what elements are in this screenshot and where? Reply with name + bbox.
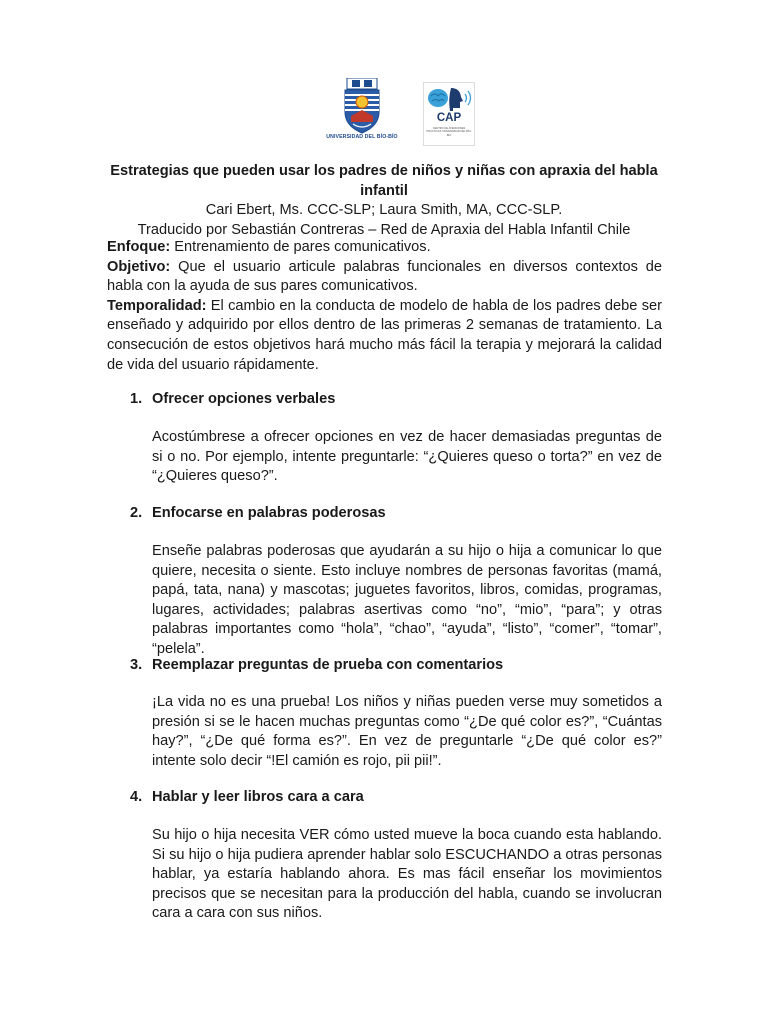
section-4-heading (130, 788, 364, 808)
document-title: Estrategias que pueden usar los padres de niños y niñas con apraxia del habla infantil (110, 163, 658, 199)
cap-label: CAP (436, 112, 462, 124)
intro-block (107, 238, 662, 375)
section-number: 1. (130, 391, 143, 407)
enfoque-paragraph (107, 238, 662, 258)
logo-row (0, 78, 768, 158)
document-translator: Traducido por Sebastián Contreras – Red de Apraxia del Habla Infantil Chile (137, 221, 631, 238)
section-title: Hablar y leer libros cara a cara (152, 789, 364, 805)
objetivo-paragraph (107, 258, 662, 297)
section-3-body (152, 693, 662, 771)
temporalidad-label: Temporalidad: (107, 297, 207, 314)
section-title: Enfocarse en palabras poderosas (152, 505, 386, 521)
document-header (100, 162, 668, 240)
section-text: Acostúmbrese a ofrecer opciones en vez de hacer demasiadas preguntas de si o no. Por ejemplo, intente preguntarle: “¿Quieres queso o torta?” en vez de “¿Quieres queso?”. (152, 429, 662, 485)
cap-subtitle: CENTRO DE ATENCIONES PRÁCTICAS UNIVERSIDAD DEL BÍO-BÍO (426, 127, 472, 137)
section-number: 4. (130, 789, 143, 805)
section-1-body (152, 428, 662, 487)
enfoque-label: Enfoque: (107, 239, 171, 255)
objetivo-label: Objetivo: (107, 258, 171, 275)
section-4-body (152, 826, 662, 924)
section-number: 3. (130, 657, 143, 673)
section-text: Su hijo o hija necesita VER cómo usted mueve la boca cuando esta hablando. Si su hijo o hija pudiera aprender hablar solo ESCUCHANDO a otras personas hablar, ya estaría hablando ahora. Es mas fácil enseñar los movimientos precisos que se necesitan para la producción del habla, cuando se involucran cara a cara con sus niños. (152, 827, 662, 922)
section-1-heading (130, 390, 335, 410)
section-text: Enseñe palabras poderosas que ayudarán a su hijo o hija a comunicar lo que quiere, necesita o siente. Esto incluye nombres de personas favoritas (mamá, papá, tata, nana) y mascotas; juguetes favoritos, libros, comidas, programas, lugares, actividades; palabras asertivas como “no”, “mio”, “para”; y otras palabras importantes como “hola”, “chao”, “ayuda”, “listo”, “comer”, “tomar”, “pelela”. (152, 543, 662, 657)
section-title: Ofrecer opciones verbales (152, 391, 336, 407)
section-3-heading (130, 656, 503, 676)
enfoque-text: Entrenamiento de pares comunicativos. (170, 239, 431, 255)
section-title: Reemplazar preguntas de prueba con comentarios (152, 657, 504, 673)
temporalidad-text: El cambio en la conducta de modelo de habla de los padres debe ser enseñado y adquirido por ellos dentro de las primeras 2 semanas de tratamiento. La consecución de estos objetivos hará mucho más fácil la terapia y mejorará la calidad de vida del usuario rápidamente. (107, 297, 662, 373)
temporalidad-paragraph (107, 297, 662, 375)
cap-logo (423, 82, 475, 146)
section-2-heading (130, 504, 386, 524)
section-number: 2. (130, 505, 143, 521)
objetivo-text: Que el usuario articule palabras funcionales en diversos contextos de habla con la ayuda de sus pares comunicativos. (107, 258, 662, 295)
section-2-body (152, 542, 662, 660)
document-authors: Cari Ebert, Ms. CCC-SLP; Laura Smith, MA, CCC-SLP. (205, 202, 563, 219)
university-logo (316, 78, 408, 150)
university-crest-icon (343, 78, 381, 134)
section-text: ¡La vida no es una prueba! Los niños y niñas pueden verse muy sometidos a presión si se le hacen muchas preguntas como “¿De qué color es?”, “Cuántas hay?”, “¿De qué forma es?”. En vez de preguntarle “¿De qué color es?” intente solo decir “!El camión es rojo, pii pii!”. (152, 694, 662, 769)
university-caption: UNIVERSIDAD DEL BÍO-BÍO (326, 134, 398, 140)
